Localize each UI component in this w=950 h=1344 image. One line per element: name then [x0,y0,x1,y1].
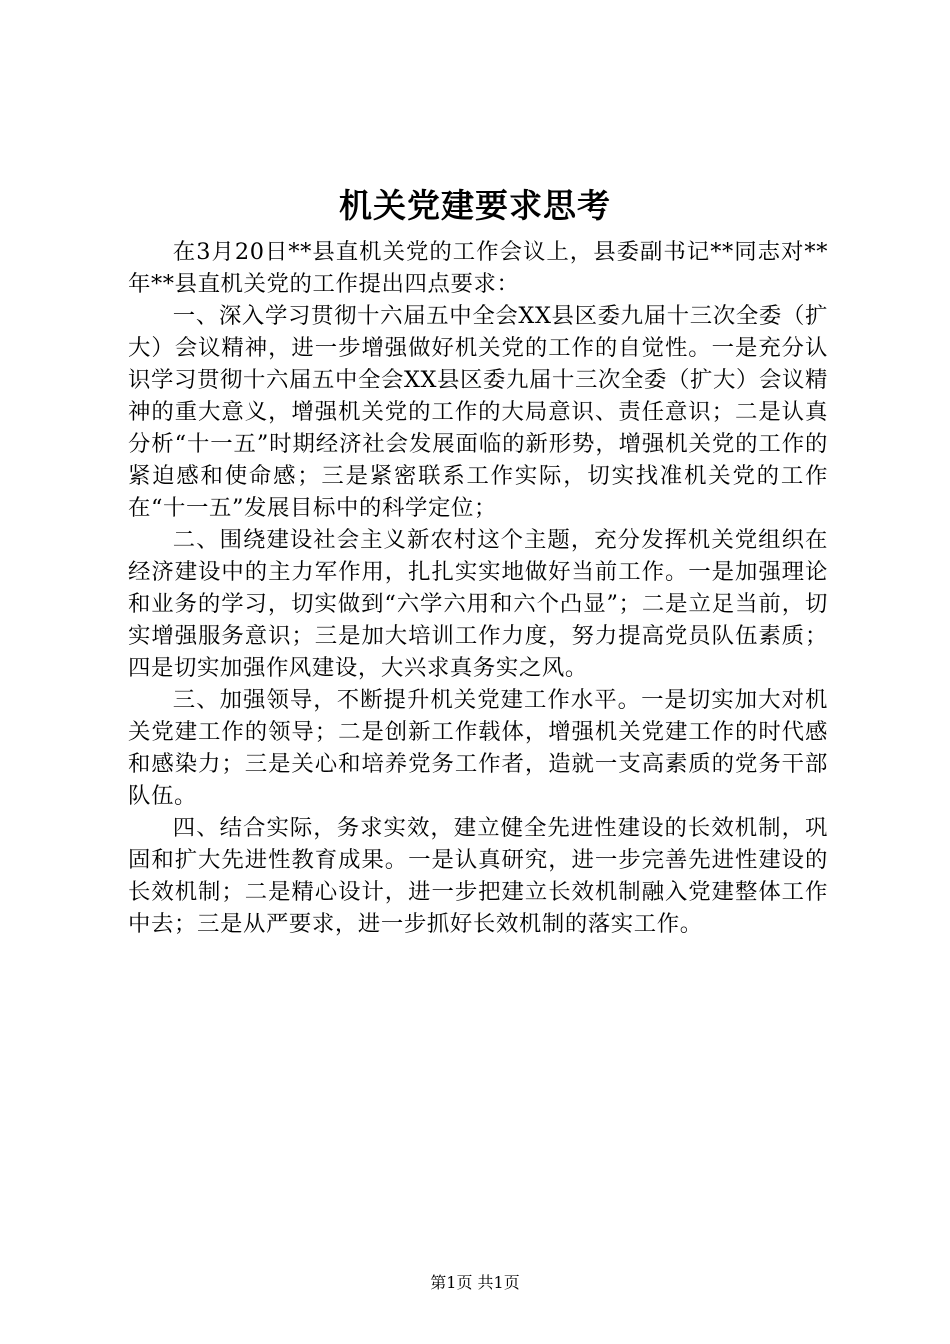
page-number-footer: 第1页 共1页 [430,1273,520,1292]
document-body [128,236,828,940]
paragraph-intro: 在3月20日**县直机关党的工作会议上，县委副书记**同志对**年**县直机关党的工作提出四点要求： [128,239,828,297]
paragraph-point-1: 一、深入学习贯彻十六届五中全会XX县区委九届十三次全委（扩大）会议精神，进一步增强做好机关党的工作的自觉性。一是充分认识学习贯彻十六届五中全会XX县区委九届十三次全委（扩大）会议精神的重大意义，增强机关党的工作的大局意识、责任意识；二是认真分析“十一五”时期经济社会发展面临的新形势，增强机关党的工作的紧迫感和使命感；三是紧密联系工作实际，切实找准机关党的工作在“十一五”发展目标中的科学定位； [128,303,828,521]
paragraph-point-2: 二、围绕建设社会主义新农村这个主题，充分发挥机关党组织在经济建设中的主力军作用，扎扎实实地做好当前工作。一是加强理论和业务的学习，切实做到“六学六用和六个凸显”；二是立足当前，切实增强服务意识；三是加大培训工作力度，努力提高党员队伍素质；四是切实加强作风建设，大兴求真务实之风。 [128,527,828,681]
paragraph-point-4: 四、结合实际，务求实效，建立健全先进性建设的长效机制，巩固和扩大先进性教育成果。一是认真研究，进一步完善先进性建设的长效机制；二是精心设计，进一步把建立长效机制融入党建整体工作中去；三是从严要求，进一步抓好长效机制的落实工作。 [128,815,828,937]
document-title: 机关党建要求思考 [339,186,611,225]
paragraph-point-3: 三、加强领导，不断提升机关党建工作水平。一是切实加大对机关党建工作的领导；二是创新工作载体，增强机关党建工作的时代感和感染力；三是关心和培养党务工作者，造就一支高素质的党务干部队伍。 [128,687,828,809]
